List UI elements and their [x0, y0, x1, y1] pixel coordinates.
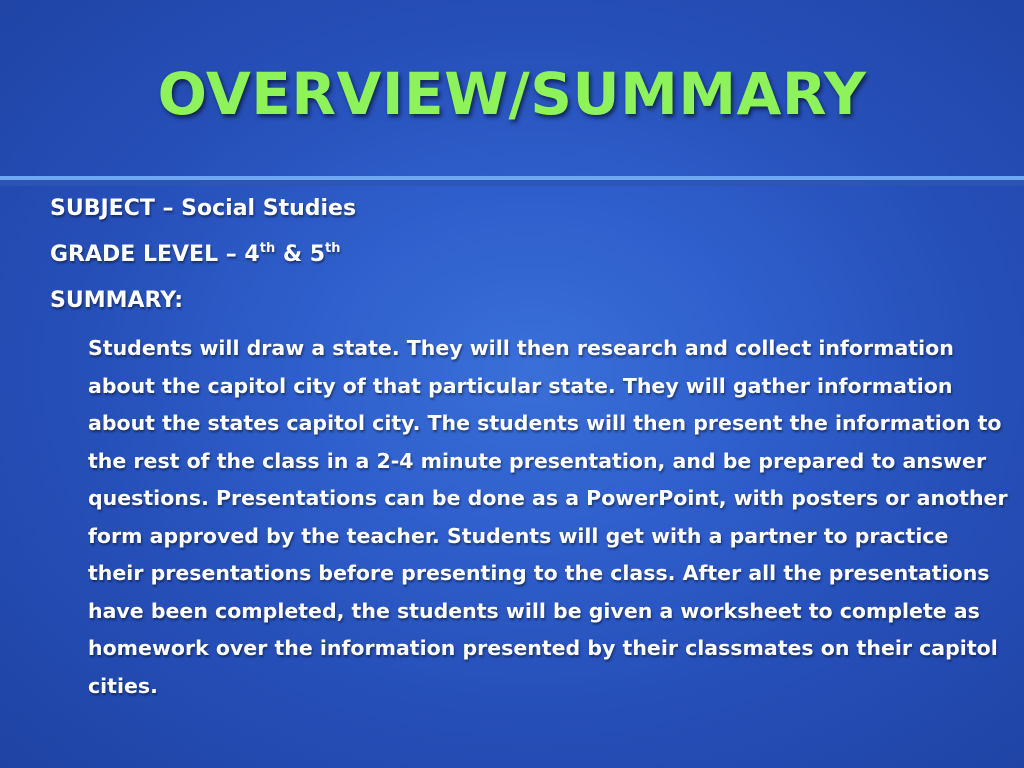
summary-paragraph: Students will draw a state. They will then research and collect information about the capitol city of that particular state. They will gather information about the states capitol city. The students will then present the information to the rest of the class in a 2-4 minute presentation, and be prepared to answer questions. Presentations can be done as a PowerPoint, with posters or another form approved by the teacher. Students will get with a partner to practice their presentations before presenting to the class. After all the presentations have been completed, the students will be given a worksheet to complete as homework over the information presented by their classmates on their capitol cities.: [88, 336, 1008, 698]
grade-level-sup-2: th: [325, 241, 341, 256]
grade-level-middle: & 5: [275, 242, 326, 267]
summary-label: SUMMARY:: [50, 288, 184, 313]
subject-line: SUBJECT – Social Studies: [50, 196, 357, 221]
title-divider-shadow: [0, 180, 1024, 186]
grade-level-sup-1: th: [259, 241, 276, 256]
grade-level-prefix: GRADE LEVEL – 4: [50, 242, 260, 267]
slide-content: [50, 196, 1010, 705]
slide-title: OVERVIEW/SUMMARY: [157, 60, 867, 128]
grade-level-line: [50, 242, 1010, 268]
